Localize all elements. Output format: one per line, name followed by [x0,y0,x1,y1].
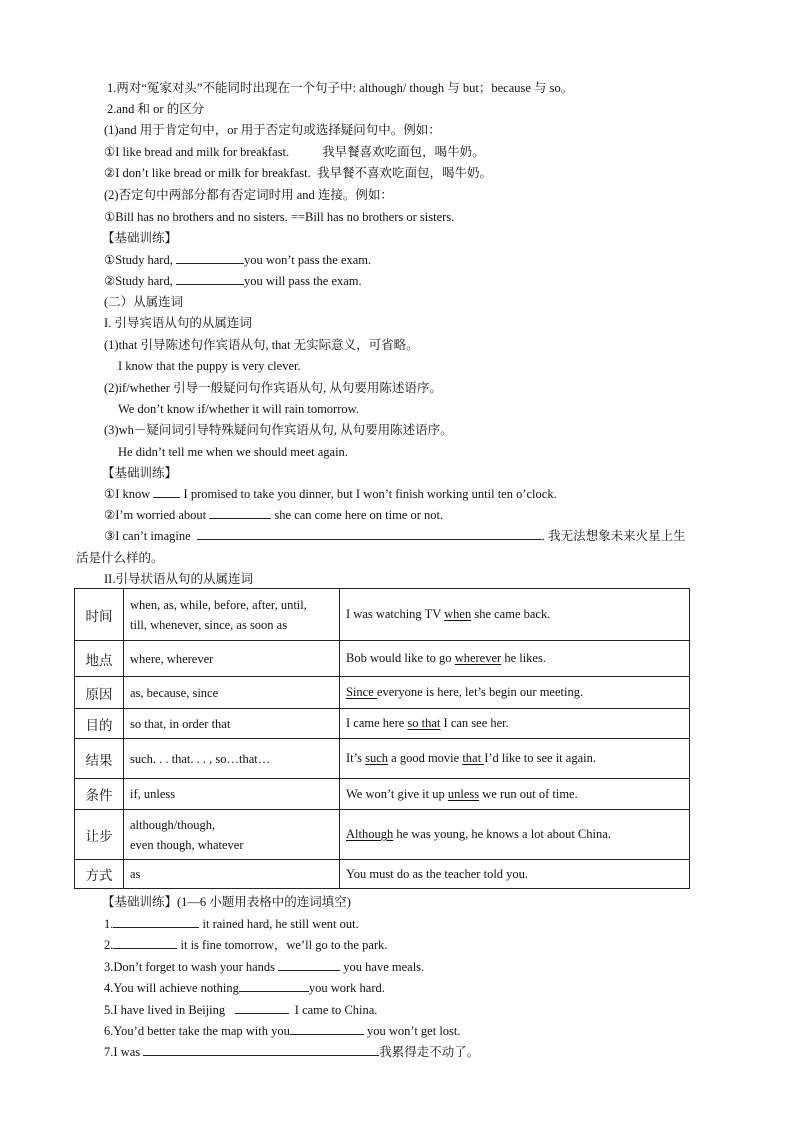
category-cell: 时间 [75,589,124,641]
category-cell: 方式 [75,860,124,889]
category-cell: 目的 [75,709,124,739]
rule-2-heading: 2.and 和 or 的区分 [107,102,205,116]
category-cell: 结果 [75,739,124,779]
exercise-1: 1. it rained hard, he still went out. [104,917,359,931]
example-cell: We won’t give it up unless we run out of time. [340,779,690,810]
table-row [75,589,690,641]
section-object-clause: I. 引导宾语从句的从属连词 [104,316,252,330]
conjunction-cell: as [124,860,340,889]
answer-blank[interactable] [113,916,199,928]
example-cell: You must do as the teacher told you. [340,860,690,889]
conjunction-table [74,588,690,889]
rule-that: (1)that 引导陈述句作宾语从句, that 无实际意义，可省略。 [104,338,419,352]
table-row [75,810,690,860]
example-that: I know that the puppy is very clever. [118,359,301,373]
example-wh: He didn’t tell me when we should meet again. [118,445,348,459]
example-2: ②I don’t like bread or milk for breakfast. 我早餐不喜欢吃面包，喝牛奶。 [104,166,493,180]
conjunction-cell: such. . . that. . . , so…that… [124,739,340,779]
answer-blank[interactable] [153,486,180,498]
rule-wh: (3)wh－疑问词引导特殊疑问句作宾语从句, 从句要用陈述语序。 [104,423,453,437]
exercise-heading: 【基础训练】(1—6 小题用表格中的连词填空) [102,895,351,909]
exercise-3: 3.Don’t forget to wash your hands you have meals. [104,960,425,974]
conjunction-cell: so that, in order that [124,709,340,739]
answer-blank[interactable] [290,1023,364,1035]
answer-blank[interactable] [239,980,309,992]
category-cell: 地点 [75,641,124,677]
conjunction-cell: where, wherever [124,641,340,677]
conjunction-cell: as, because, since [124,677,340,709]
practice-5-cont: 活是什么样的。 [76,551,164,565]
conjunction-cell: although/though, even though, whatever [124,810,340,860]
answer-blank[interactable] [176,273,244,285]
exercise-5: 5.I have lived in Beijing I came to China. [104,1003,378,1017]
answer-blank[interactable] [143,1044,379,1056]
example-cell: Although he was young, he knows a lot about China. [340,810,690,860]
answer-blank[interactable] [235,1002,289,1014]
answer-blank[interactable] [176,252,244,264]
example-cell: It’s such a good movie that I’d like to see it again. [340,739,690,779]
answer-blank[interactable] [209,507,271,519]
exercise-2: 2. it is fine tomorrow，we’ll go to the park. [104,938,388,952]
section-adverbial-clause: II.引导状语从句的从属连词 [104,572,253,586]
section-subordinate: (二）从属连词 [104,295,184,309]
exercise-6: 6.You’d better take the map with you you won’t get lost. [104,1024,461,1038]
table-row [75,779,690,810]
example-cell: I was watching TV when she came back. [340,589,690,641]
rule-1: 1.两对“冤家对头”不能同时出现在一个句子中: although/ though 与 but；because 与 so。 [107,81,574,95]
category-cell: 原因 [75,677,124,709]
example-cell: Bob would like to go wherever he likes. [340,641,690,677]
section-heading-practice: 【基础训练】 [102,231,178,245]
rule-2-2: (2)否定句中两部分都有否定词时用 and 连接。例如： [104,188,393,202]
practice-5: ③I can’t imagine . 我无法想象未来火星上生 [104,529,686,543]
example-cell: Since everyone is here, let’s begin our meeting. [340,677,690,709]
table-row [75,709,690,739]
answer-blank[interactable] [113,937,177,949]
section-heading-practice: 【基础训练】 [102,466,178,480]
answer-blank[interactable] [197,528,542,540]
example-cell: I came here so that I can see her. [340,709,690,739]
table-row [75,739,690,779]
exercise-7: 7.I was 我累得走不动了。 [104,1045,480,1059]
rule-2-1: (1)and 用于肯定句中，or 用于否定句或选择疑问句中。例如： [104,123,441,137]
answer-blank[interactable] [278,959,340,971]
practice-2: ②Study hard, you will pass the exam. [104,274,362,288]
example-1: ①I like bread and milk for breakfast. 我早餐喜欢吃面包，喝牛奶。 [104,145,485,159]
conjunction-cell: if, unless [124,779,340,810]
table-row [75,641,690,677]
category-cell: 条件 [75,779,124,810]
example-if-whether: We don’t know if/whether it will rain tomorrow. [118,402,359,416]
example-3: ①Bill has no brothers and no sisters. ==Bill has no brothers or sisters. [104,210,455,224]
conjunction-cell: when, as, while, before, after, until, till, whenever, since, as soon as [124,589,340,641]
exercise-4: 4.You will achieve nothing you work hard. [104,981,385,995]
table-row [75,677,690,709]
practice-4: ②I’m worried about she can come here on time or not. [104,508,444,522]
practice-1: ①Study hard, you won’t pass the exam. [104,253,372,267]
category-cell: 让步 [75,810,124,860]
rule-if-whether: (2)if/whether 引导一般疑问句作宾语从句, 从句要用陈述语序。 [104,381,442,395]
practice-3: ①I know I promised to take you dinner, but I won’t finish working until ten o’clock. [104,487,557,501]
table-row [75,860,690,889]
